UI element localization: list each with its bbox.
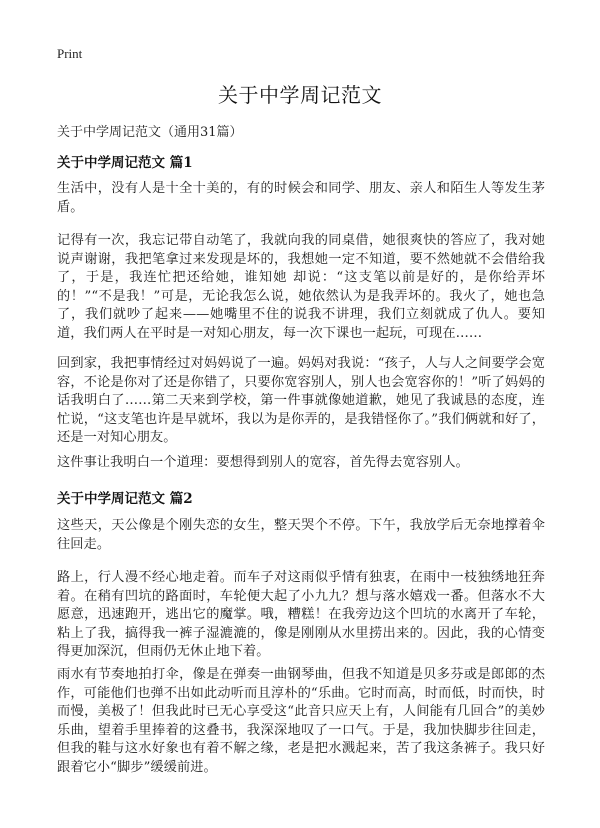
page-title: 关于中学周记范文 (218, 83, 382, 107)
paragraph: 路上，行人漫不经心地走着。而车子对这雨似乎情有独衷，在雨中一枝独绣地狂奔着。在稍有凹坑的路面时，车轮便大起了小九九？想与落水嬉戏一番。但落水不大愿意，迅速跑开，逃出它的魔掌。哦，糟糕！在我旁边这个凹坑的水离开了车轮，粘上了我，搞得我一裤子湿漉漉的，像是刚刚从水里捞出来的。因此，我的心情变得更加深沉，但雨仍无休止地下着。 (57, 570, 545, 659)
paragraph: 雨水有节奏地拍打伞，像是在弹奏一曲钢琴曲，但我不知道是贝多芬或是郎郎的杰作，可能他们也弹不出如此动听而且淳朴的“乐曲。它时而高，时而低，时而快，时而慢，美极了！但我此时已无心享受这“此音只应天上有，人间能有几回合”的美妙乐曲，望着手里捧着的这叠书，我深深地叹了一口气。于是，我加快脚步往回走，但我的鞋与这水好象也有着不解之缘，老是把水溅起来，苦了我这条裤子。我只好跟着它小“脚步”缓缓前进。 (57, 667, 545, 775)
paragraph: 这些天，天公像是个刚失恋的女生，整天哭个不停。下午，我放学后无奈地撑着伞往回走。 (57, 518, 545, 552)
section-heading: 关于中学周记范文 篇1 (57, 155, 193, 171)
paragraph: 这件事让我明白一个道理：要想得到别人的宽容，首先得去宽容别人。 (57, 455, 469, 470)
section-heading: 关于中学周记范文 篇2 (57, 491, 193, 507)
paragraph: 回到家，我把事情经过对妈妈说了一遍。妈妈对我说：“孩子，人与人之间要学会宽容，不论是你对了还是你错了，只要你宽容别人，别人也会宽容你的！”听了妈妈的话我明白了……第二天来到学校，第一件事就像她道歉，她见了我诚恳的态度，连忙说，“这支笔也许是早就坏，我以为是你弄的，是我错怪你了。”我们俩就和好了，还是一对知心朋友。 (57, 356, 545, 445)
document-subtitle: 关于中学周记范文（通用31篇） (57, 125, 243, 140)
print-link[interactable]: Print (57, 46, 83, 61)
paragraph: 生活中，没有人是十全十美的，有的时候会和同学、朋友、亲人和陌生人等发生茅盾。 (57, 181, 545, 215)
paragraph: 记得有一次，我忘记带自动笔了，我就向我的同桌借，她很爽快的答应了，我对她说声谢谢，我把笔拿过来发现是坏的，我想她一定不知道，要不然她就不会借给我了，于是，我连忙把还给她，谁知她 却说：“这支笔以前是好的，是你给弄坏的！”“不是我！”可是，无论我怎么说，她依然认为是我弄坏的。我火了，她也急了，我们就吵了起来——她嘴里不住的说我不讲理，我们立刻就成了仇人。要知道，我们两人在平时是一对知心朋友，每一次下课也一起玩，可现在…… (57, 233, 545, 341)
